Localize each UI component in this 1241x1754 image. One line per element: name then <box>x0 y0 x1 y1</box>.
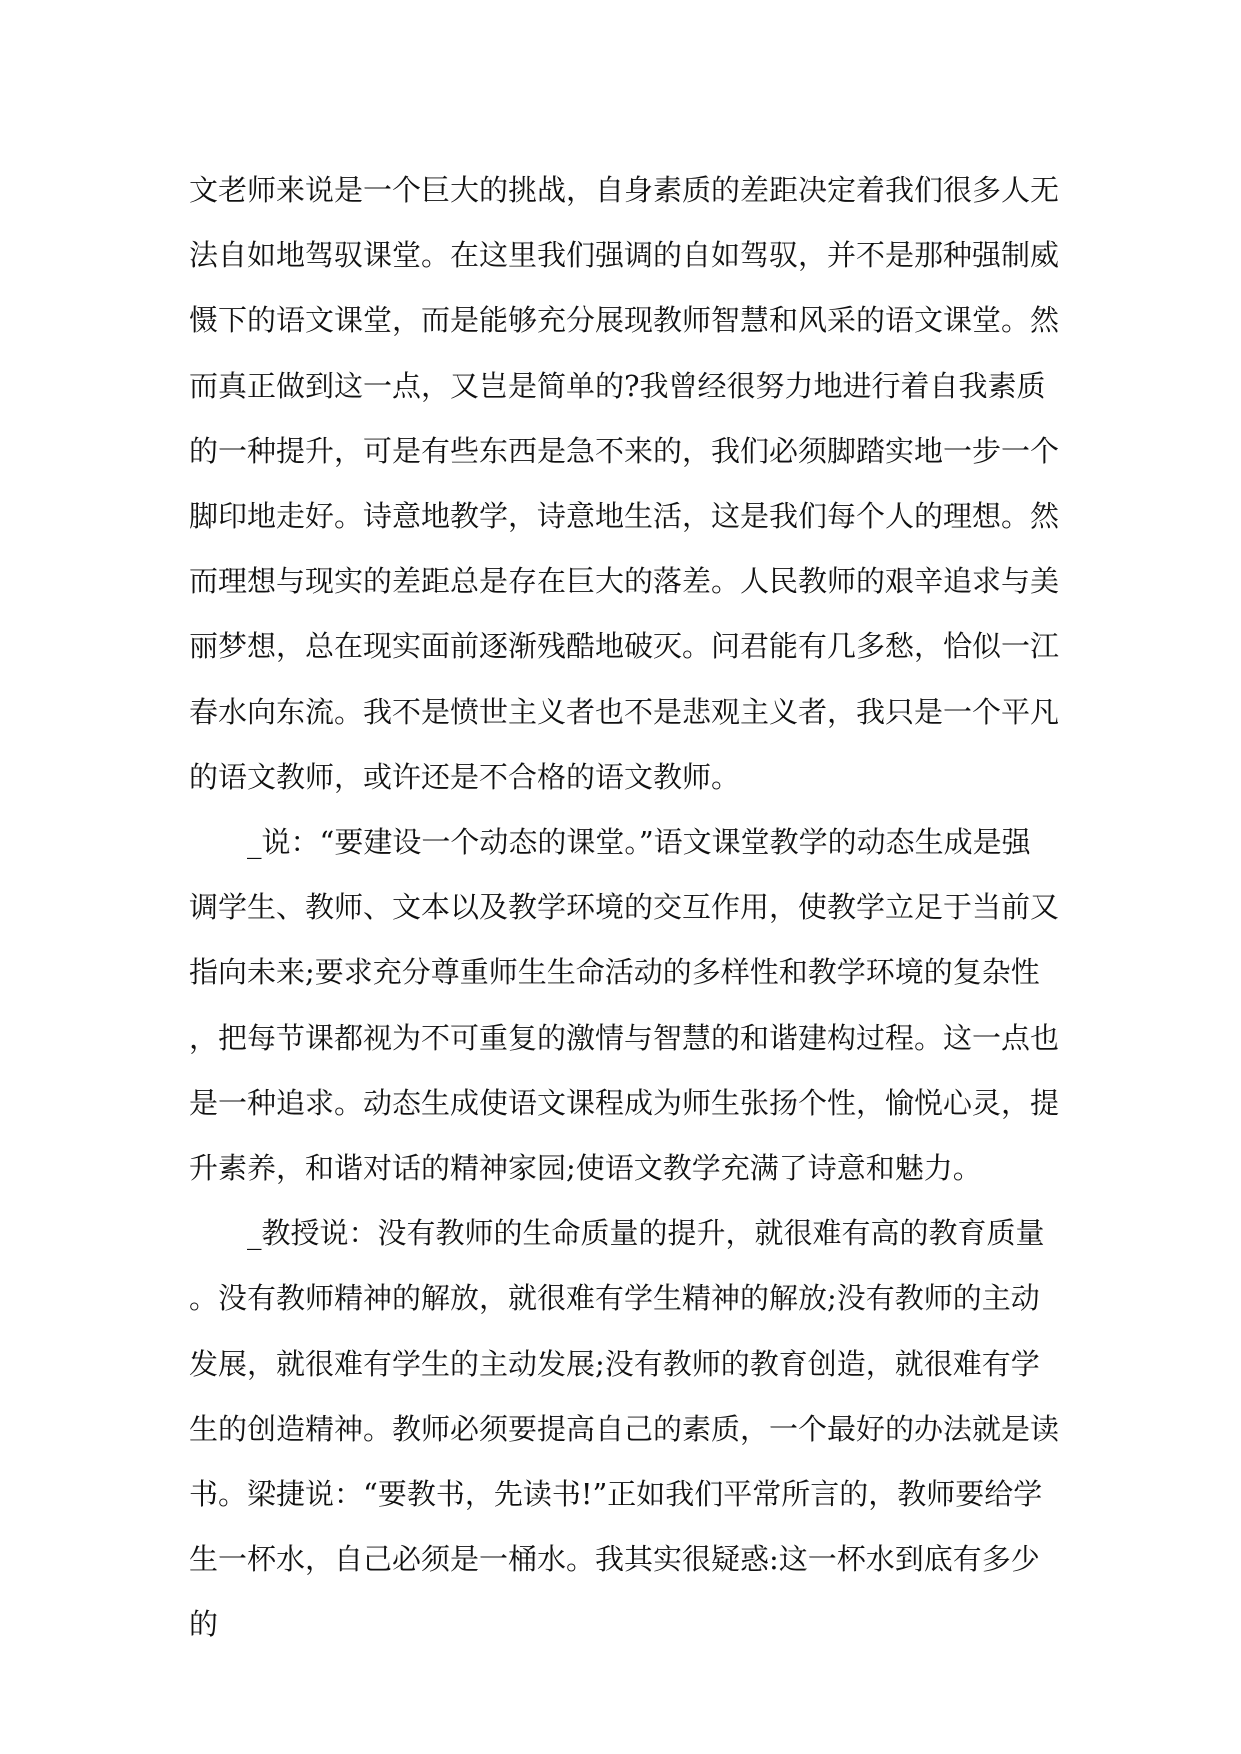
paragraph-dynamic-classroom: _说：“要建设一个动态的课堂。”语文课堂教学的动态生成是强调学生、教师、文本以及教学环境的交互作用，使教学立足于当前又指向未来;要求充分尊重师生生命活动的多样性和教学环境的复杂性，把每节课都视为不可重复的激情与智慧的和谐建构过程。这一点也是一种追求。动态生成使语文课程成为师生张扬个性，愉悦心灵，提升素养，和谐对话的精神家园;使语文教学充满了诗意和魅力。 <box>189 825 1060 1186</box>
paragraph-teacher-quality: _教授说：没有教师的生命质量的提升，就很难有高的教育质量。没有教师精神的解放，就很难有学生精神的解放;没有教师的主动发展，就很难有学生的主动发展;没有教师的教育创造，就很难有学生的创造精神。教师必须要提高自己的素质，一个最好的办法就是读书。梁捷说：“要教书，先读书!”正如我们平常所言的，教师要给学生一杯水，自己必须是一桶水。我其实很疑惑:这一杯水到底有多少的 <box>189 1216 1060 1642</box>
paragraph-continuation: 文老师来说是一个巨大的挑战，自身素质的差距决定着我们很多人无法自如地驾驭课堂。在这里我们强调的自如驾驭，并不是那种强制威慑下的语文课堂，而是能够充分展现教师智慧和风采的语文课堂。然而真正做到这一点，又岂是简单的?我曾经很努力地进行着自我素质的一种提升，可是有些东西是急不来的，我们必须脚踏实地一步一个脚印地走好。诗意地教学，诗意地生活，这是我们每个人的理想。然而理想与现实的差距总是存在巨大的落差。人民教师的艰辛追求与美丽梦想，总在现实面前逐渐残酷地破灭。问君能有几多愁，恰似一江春水向东流。我不是愤世主义者也不是悲观主义者，我只是一个平凡的语文教师，或许还是不合格的语文教师。 <box>189 173 1060 794</box>
document-body <box>189 158 1059 1658</box>
